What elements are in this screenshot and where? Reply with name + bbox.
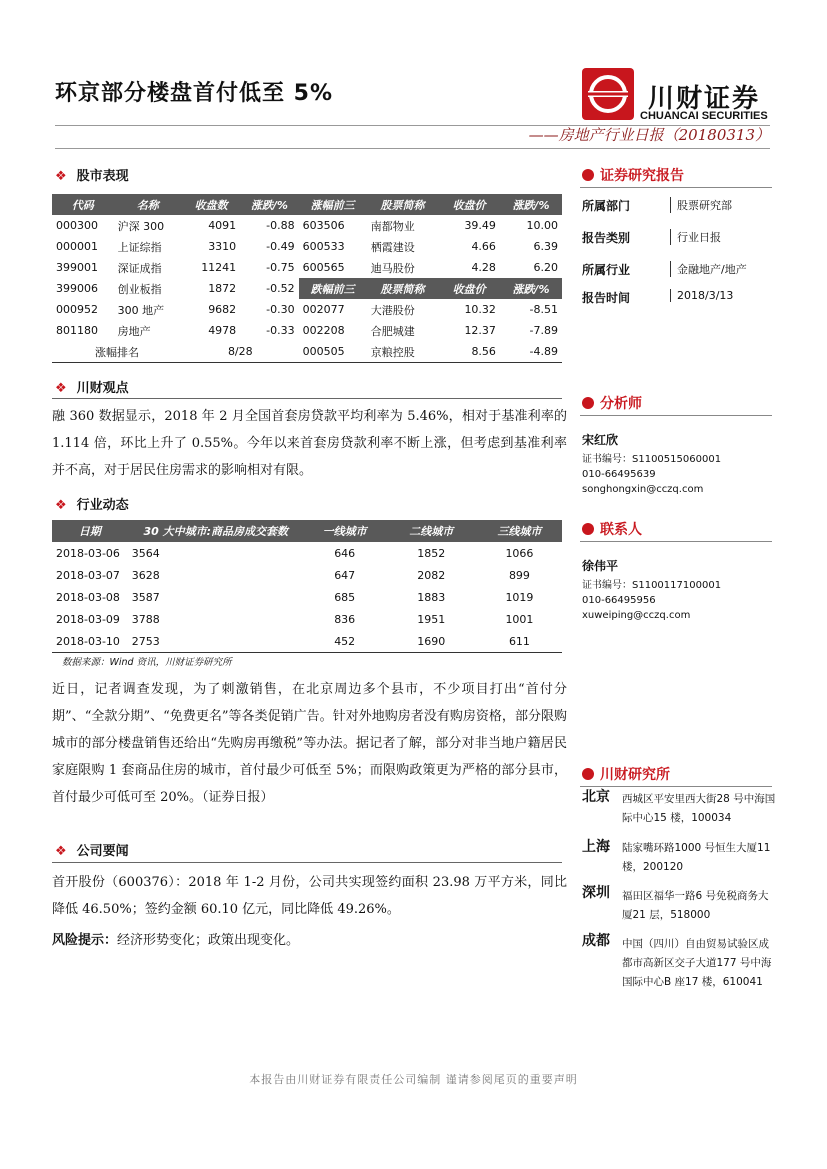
industry-paragraph: 近日，记者调查发现，为了刺激销售，在北京周边多个县市，不少项目打出“首付分期”、“全款分期”、“免费更名”等各类促销广告。针对外地购房者没有购房资格，部分限购城市的部分楼盘销售还给出“先购房再缴税”等办法。据记者了解，部分对非当地户籍居民家庭限购 1 套商品住房的城市，首付最少可低至 5%；而限购政策更为严格的部分县市，首付最少可低可至 20%。（证券日报）: [52, 682, 567, 805]
circle-icon: [582, 523, 594, 535]
table-row: 000952 300 地产 9682 -0.30 002077 大港股份 10.32 -8.51: [56, 303, 558, 317]
logo-en: CHUANCAI SECURITIES: [640, 110, 768, 122]
section-company-title: ❖ 公司要闻: [55, 844, 129, 859]
divider: [52, 862, 562, 863]
analyst-card: 宋红欣 证书编号：S1100515060001 010-66495639 songhongxin@cczq.com: [582, 433, 722, 495]
table-row: 涨幅排名 8/28 000505 京粮控股 8.56 -4.89: [52, 341, 562, 363]
table-row: 2018-03-08 3587 685 1883 1019: [56, 590, 534, 604]
info-row: 报告类别 行业日报: [582, 231, 721, 245]
table-row: 801180 房地产 4978 -0.33 002208 合肥城建 12.37 -7.89: [56, 324, 558, 338]
report-subtitle: ——房地产行业日报（20180313）: [528, 126, 770, 144]
table-row: 2018-03-07 3628 647 2082 899: [56, 568, 530, 582]
section-view-title: ❖ 川财观点: [55, 381, 129, 396]
diamond-icon: ❖: [55, 498, 67, 513]
office-address: 福田区福华一路6 号免税商务大厦21 层，518000: [622, 890, 769, 921]
divider: [580, 415, 772, 416]
data-source-note: 数据来源：Wind 资讯，川财证券研究所: [62, 657, 232, 668]
report-info: [582, 195, 774, 315]
market-table: [52, 194, 562, 363]
table-row: 2018-03-10 2753 452 1690 611: [52, 630, 562, 653]
table-header-row: 日期 30 大中城市:商品房成交套数 一线城市 二线城市 三线城市: [52, 520, 562, 542]
office-city: 成都: [582, 933, 610, 949]
circle-icon: [582, 397, 594, 409]
circle-icon: [582, 169, 594, 181]
info-row: 所属行业 金融地产/地产: [582, 263, 747, 277]
office-city: 上海: [582, 839, 610, 855]
table-row: 399006 创业板指 1872 -0.52 跌幅前三 股票简称 收盘价 涨跌/%: [52, 278, 562, 299]
office-address: 陆家嘴环路1000 号恒生大厦11 楼，200120: [622, 842, 771, 873]
office-address: 中国（四川）自由贸易试验区成都市高新区交子大道177 号中海国际中心B 座17 楼，610041: [622, 938, 772, 988]
info-row: 所属部门 股票研究部: [582, 199, 732, 213]
table-row: 2018-03-06 3564 646 1852 1066: [56, 546, 534, 560]
divider: [580, 541, 772, 542]
section-market-title: ❖ 股市表现: [55, 169, 129, 184]
diamond-icon: ❖: [55, 844, 67, 859]
table-row: 399001 深证成指 11241 -0.75 600565 迪马股份 4.28 6.20: [56, 261, 558, 275]
diamond-icon: ❖: [55, 169, 67, 184]
divider: [52, 398, 562, 399]
table-row: 2018-03-09 3788 836 1951 1001: [56, 612, 534, 626]
contact-card: 徐伟平 证书编号：S1100117100001 010-66495956 xuweiping@cczq.com: [582, 559, 722, 621]
contact-email[interactable]: xuweiping@cczq.com: [582, 610, 691, 621]
company-paragraph: 首开股份（600376）：2018 年 1-2 月份，公司共实现签约面积 23.98 万平方米，同比降低 46.50%；签约金额 60.10 亿元，同比降低 49.26%。: [52, 875, 567, 917]
table-header-row: 代码 名称 收盘数 涨跌/% 涨幅前三 股票简称 收盘价 涨跌/%: [52, 194, 562, 215]
table-row: 000300 沪深 300 4091 -0.88 603506 南都物业 39.49 10.00: [56, 219, 558, 233]
logo-cn: 川财证券: [648, 84, 761, 114]
analyst-email[interactable]: songhongxin@cczq.com: [582, 484, 704, 495]
sidebar-analyst-title: 分析师: [582, 393, 642, 413]
sidebar-contact-title: 联系人: [582, 519, 642, 539]
page-title: 环京部分楼盘首付低至 5%: [55, 81, 334, 106]
diamond-icon: ❖: [55, 381, 67, 396]
risk-notice: 风险提示：经济形势变化；政策出现变化。: [52, 933, 300, 948]
office-address: 西城区平安里西大街28 号中海国际中心15 楼，100034: [622, 793, 776, 824]
circle-icon: [582, 768, 594, 780]
sidebar-institute-title: 川财研究所: [582, 764, 670, 784]
table-row: 000001 上证综指 3310 -0.49 600533 栖霞建设 4.66 6.39: [56, 240, 558, 254]
logo-icon: [582, 68, 634, 120]
info-row: 报告时间 2018/3/13: [582, 289, 734, 305]
section-industry-title: ❖ 行业动态: [55, 498, 129, 513]
divider: [55, 148, 770, 149]
office-city: 北京: [582, 789, 610, 805]
divider: [580, 187, 772, 188]
industry-table: [52, 520, 562, 653]
view-paragraph: 融 360 数据显示，2018 年 2 月全国首套房贷款平均利率为 5.46%，相对于基准利率的 1.114 倍，环比上升了 0.55%。今年以来首套房贷款利率不断上涨，但考虑到基准利率并不高，对于居民住房需求的影响相对有限。: [52, 409, 567, 478]
footer-disclaimer: 本报告由川财证券有限责任公司编制 谨请参阅尾页的重要声明: [249, 1073, 578, 1086]
office-city: 深圳: [582, 885, 610, 901]
sidebar-report-title: 证券研究报告: [582, 165, 684, 185]
